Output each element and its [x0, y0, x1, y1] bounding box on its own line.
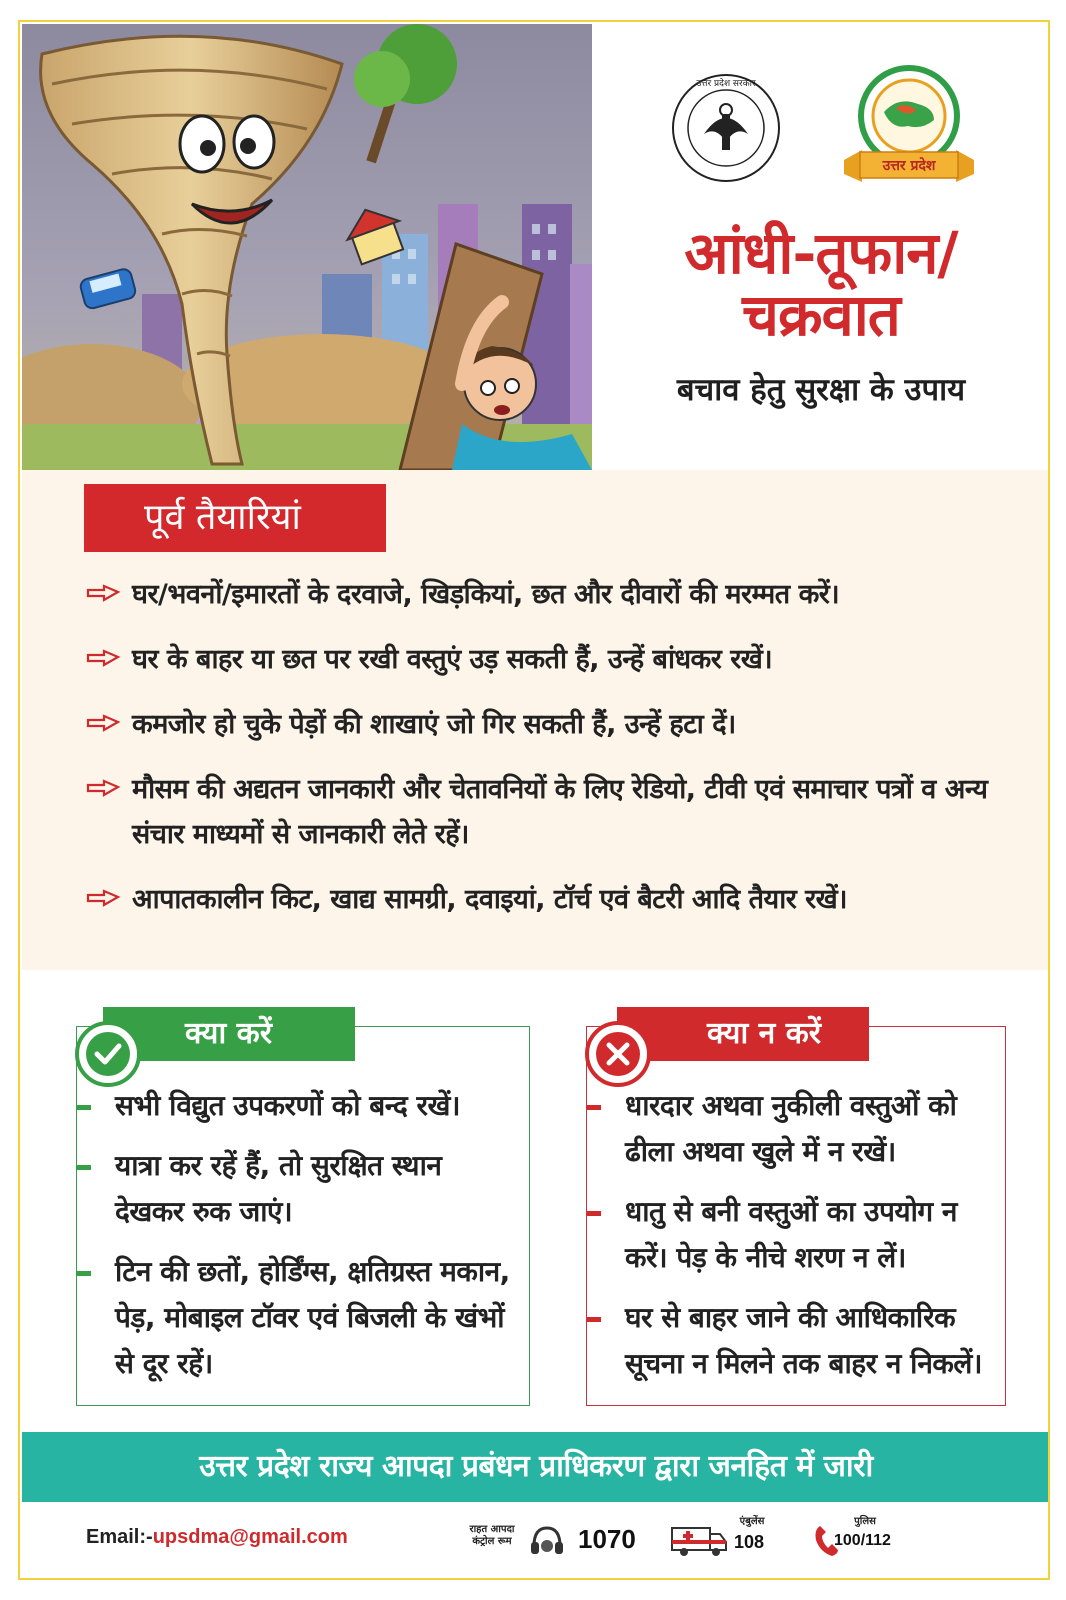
police-label: पुलिस [854, 1516, 876, 1527]
dont-item [587, 1189, 1005, 1281]
dont-text: धारदार अथवा नुकीली वस्तुओं को ढीला अथवा खुले में न रखें। [625, 1089, 957, 1168]
preparation-text: कमजोर हो चुके पेड़ों की शाखाएं जो गिर सकती हैं, उन्हें हटा दें। [132, 709, 736, 740]
green-dash-icon [77, 1165, 91, 1170]
preparation-text: घर/भवनों/इमारतों के दरवाजे, खिड़कियां, छत और दीवारों की मरम्मत करें। [132, 579, 840, 610]
police-number[interactable]: 100/112 [834, 1532, 891, 1549]
green-dash-icon [77, 1271, 91, 1276]
preparation-item [84, 702, 1034, 747]
control-room-label-line2: कंट्रोल रूम [472, 1536, 512, 1547]
dos-list [77, 1083, 529, 1401]
donts-box [586, 1016, 1006, 1406]
pointing-hand-icon [84, 647, 122, 671]
pointing-hand-icon [84, 777, 122, 801]
page-title-line1: आंधी-तूफान/ [684, 219, 958, 287]
gov-emblem-text: उत्तर प्रदेश सरकार [696, 79, 756, 89]
sdma-logo-text: उत्तर प्रदेश [882, 158, 936, 174]
donts-heading: क्या न करें [617, 1007, 869, 1061]
donts-list [587, 1083, 1005, 1401]
email-link[interactable]: upsdma@gmail.com [152, 1526, 348, 1548]
preparation-text: घर के बाहर या छत पर रखी वस्तुएं उड़ सकती हैं, उन्हें बांधकर रखें। [132, 644, 773, 675]
pointing-hand-icon [84, 712, 122, 736]
pointing-hand-icon [84, 582, 122, 606]
ambulance-label: एंबुलेंस [739, 1516, 765, 1527]
headset-icon [528, 1524, 566, 1558]
green-dash-icon [77, 1105, 91, 1110]
dont-item [587, 1083, 1005, 1175]
preparation-text: मौसम की अद्यतन जानकारी और चेतावनियों के लिए रेडियो, टीवी एवं समाचार पत्रों व अन्य संचार माध्यमों से जानकारी लेते रहें। [132, 774, 988, 850]
email-label: Email:- [86, 1526, 153, 1548]
check-icon [75, 1021, 141, 1087]
ambulance-number[interactable]: 108 [734, 1532, 765, 1552]
ambulance-icon [670, 1522, 728, 1558]
red-dash-icon [587, 1105, 601, 1110]
do-item [77, 1249, 529, 1387]
do-item [77, 1143, 529, 1235]
do-text: यात्रा कर रहें हैं, तो सुरक्षित स्थान देखकर रुक जाएं। [115, 1149, 442, 1228]
do-text: सभी विद्युत उपकरणों को बन्द रखें। [115, 1089, 460, 1122]
control-room-number[interactable]: 1070 [578, 1524, 636, 1554]
preparation-item [84, 877, 1034, 922]
preparation-item [84, 572, 1034, 617]
dos-heading: क्या करें [103, 1007, 355, 1061]
red-dash-icon [587, 1317, 601, 1322]
preparation-text: आपातकालीन किट, खाद्य सामग्री, दवाइयां, टॉर्च एवं बैटरी आदि तैयार रखें। [132, 884, 848, 915]
preparations-heading: पूर्व तैयारियां [84, 484, 386, 552]
preparations-section [22, 470, 1050, 970]
dont-text: घर से बाहर जाने की आधिकारिक सूचना न मिलने तक बाहर न निकलें। [625, 1301, 983, 1380]
do-text: टिन की छतों, होर्डिंग्स, क्षतिग्रस्त मकान, पेड़, मोबाइल टॉवर एवं बिजली के खंभों से दूर रहें। [115, 1255, 510, 1380]
preparations-list [84, 572, 1034, 942]
preparation-item [84, 637, 1034, 682]
cross-icon [585, 1021, 651, 1087]
dont-item [587, 1295, 1005, 1387]
upsdma-logo [838, 64, 980, 192]
page-title-line2: चक्रवात [742, 281, 900, 349]
do-item [77, 1083, 529, 1129]
dont-text: धातु से बनी वस्तुओं का उपयोग न करें। पेड़ के नीचे शरण न लें। [625, 1195, 957, 1274]
preparation-item [84, 767, 1034, 857]
contact-strip [22, 1502, 1050, 1580]
footer-banner: उत्तर प्रदेश राज्य आपदा प्रबंधन प्राधिकरण द्वारा जनहित में जारी [22, 1432, 1050, 1502]
control-room-label-line1: राहत आपदा [469, 1524, 515, 1535]
poster-frame [18, 20, 1050, 1580]
control-room-label [464, 1524, 520, 1548]
page-subtitle: बचाव हेतु सुरक्षा के उपाय [676, 372, 966, 408]
tornado-illustration [22, 24, 592, 470]
dos-box [76, 1016, 530, 1406]
email-line [86, 1526, 348, 1549]
pointing-hand-icon [84, 887, 122, 911]
red-dash-icon [587, 1211, 601, 1216]
up-government-emblem [670, 72, 782, 184]
